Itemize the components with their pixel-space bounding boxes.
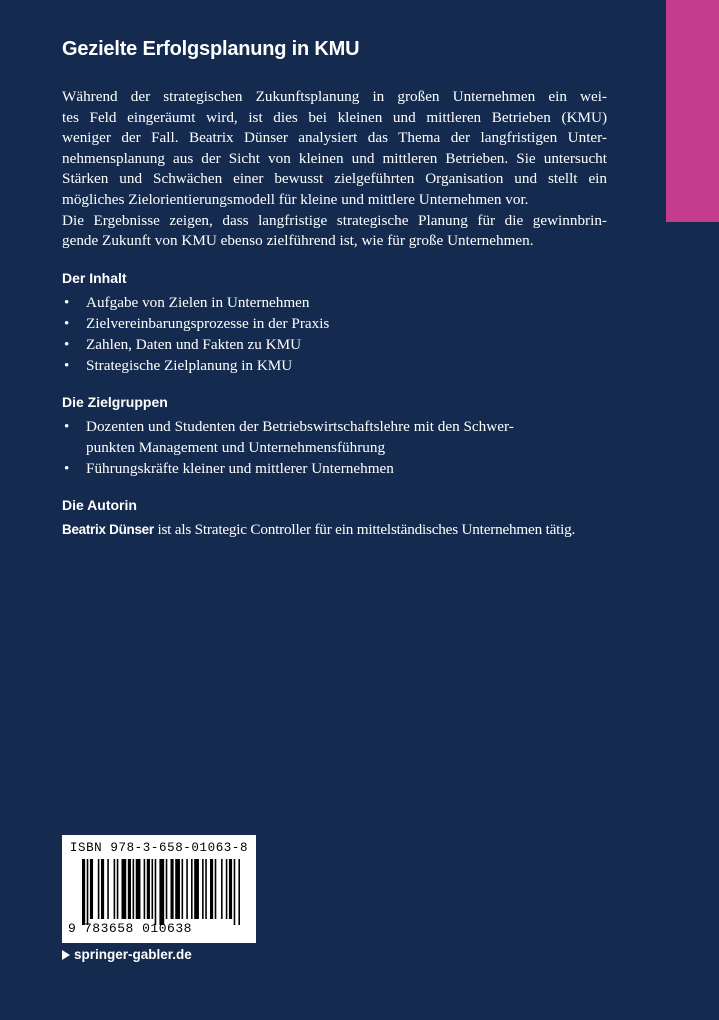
- accent-bar: [666, 0, 719, 222]
- list-item: • Führungskräfte kleiner und mittlerer Unternehmen: [62, 458, 607, 479]
- barcode-bar: [229, 859, 232, 919]
- ean-digit-groups: 783658 010638: [84, 921, 192, 936]
- inhalt-list: [62, 292, 607, 376]
- barcode-bar: [128, 859, 131, 919]
- barcode-bar: [215, 859, 217, 919]
- barcode-bar: [210, 859, 213, 919]
- list-item-line: punkten Management und Unternehmensführung: [86, 438, 386, 456]
- publisher-link-text: springer-gabler.de: [74, 947, 192, 962]
- cover-title: Gezielte Erfolgsplanung in KMU: [62, 38, 360, 60]
- barcode-bar: [133, 859, 135, 919]
- zielgruppen-heading: Die Zielgruppen: [62, 393, 168, 410]
- intro-line: nehmensplanung aus der Sicht von kleinen und mittleren Betrieben. Sie untersucht: [62, 149, 607, 167]
- barcode-bar: [107, 859, 109, 919]
- list-item: • Zielvereinbarungsprozesse in der Praxis: [62, 313, 607, 334]
- barcode-bars: [82, 859, 240, 925]
- barcode-bar: [170, 859, 173, 919]
- barcode-bar: [155, 859, 157, 925]
- barcode-bar: [226, 859, 228, 919]
- barcode-bar: [221, 859, 223, 919]
- barcode-bar: [194, 859, 199, 919]
- list-item: [62, 416, 607, 458]
- barcode-bar: [166, 859, 168, 919]
- barcode-bar: [101, 859, 104, 919]
- intro-line: mögliches Zielorientierungsmodell für kleine und mittlere Unternehmen vor.: [62, 190, 529, 208]
- barcode-bar: [238, 859, 240, 925]
- list-item: • Zahlen, Daten und Fakten zu KMU: [62, 334, 607, 355]
- barcode-bar: [202, 859, 204, 919]
- play-arrow-icon: [62, 950, 70, 960]
- barcode-bar: [182, 859, 184, 919]
- barcode-bar: [191, 859, 193, 919]
- barcode-bar: [122, 859, 127, 919]
- ean-lead-digit: 9: [68, 921, 77, 936]
- barcode-bar: [144, 859, 146, 919]
- barcode-bar: [234, 859, 236, 925]
- zielgruppen-list: [62, 416, 607, 479]
- back-cover-content: [62, 38, 607, 540]
- intro-line: Während der strategischen Zukunftsplanung in großen Unternehmen ein wei-: [62, 88, 607, 105]
- barcode-bar: [205, 859, 207, 919]
- intro-line: weniger der Fall. Beatrix Dünser analysiert das Thema der langfristigen Unter-: [62, 129, 607, 147]
- barcode-bar: [136, 859, 141, 919]
- barcode-bar: [175, 859, 180, 919]
- intro-line: Stärken und Schwächen einer bewusst zielgeführten Organisation und stellt ein: [62, 170, 607, 188]
- list-item: • Strategische Zielplanung in KMU: [62, 355, 607, 376]
- inhalt-heading: Der Inhalt: [62, 269, 127, 286]
- intro-paragraph: [62, 87, 607, 252]
- publisher-link[interactable]: [62, 947, 192, 962]
- barcode-bar: [186, 859, 188, 919]
- barcode-bar: [117, 859, 119, 919]
- author-description: ist als Strategic Controller für ein mittelständisches Unternehmen tätig.: [153, 520, 576, 538]
- barcode-bar: [98, 859, 100, 919]
- barcode-bar: [87, 859, 89, 925]
- isbn-barcode: [62, 835, 256, 943]
- barcode-bar: [90, 859, 93, 919]
- autorin-heading: Die Autorin: [62, 496, 137, 513]
- isbn-label: ISBN 978-3-658-01063-8: [69, 841, 249, 855]
- barcode-bar: [82, 859, 85, 925]
- intro-line: Die Ergebnisse zeigen, dass langfristige strategische Planung für die gewinnbrin-: [62, 211, 607, 229]
- barcode-bar: [147, 859, 150, 919]
- author-bio: [62, 519, 607, 540]
- barcode-bar: [152, 859, 154, 919]
- barcode-bar: [114, 859, 116, 919]
- intro-line: tes Feld eingeräumt wird, ist dies bei kleinen und mittleren Betrieben (KMU): [62, 108, 607, 126]
- list-item-line: Dozenten und Studenten der Betriebswirtschaftslehre mit den Schwer-: [86, 417, 514, 435]
- intro-line: gende Zukunft von KMU ebenso zielführend ist, wie für große Unternehmen.: [62, 232, 534, 250]
- barcode-bar: [159, 859, 164, 925]
- list-item: • Aufgabe von Zielen in Unternehmen: [62, 292, 607, 313]
- author-name: Beatrix Dünser: [62, 521, 154, 537]
